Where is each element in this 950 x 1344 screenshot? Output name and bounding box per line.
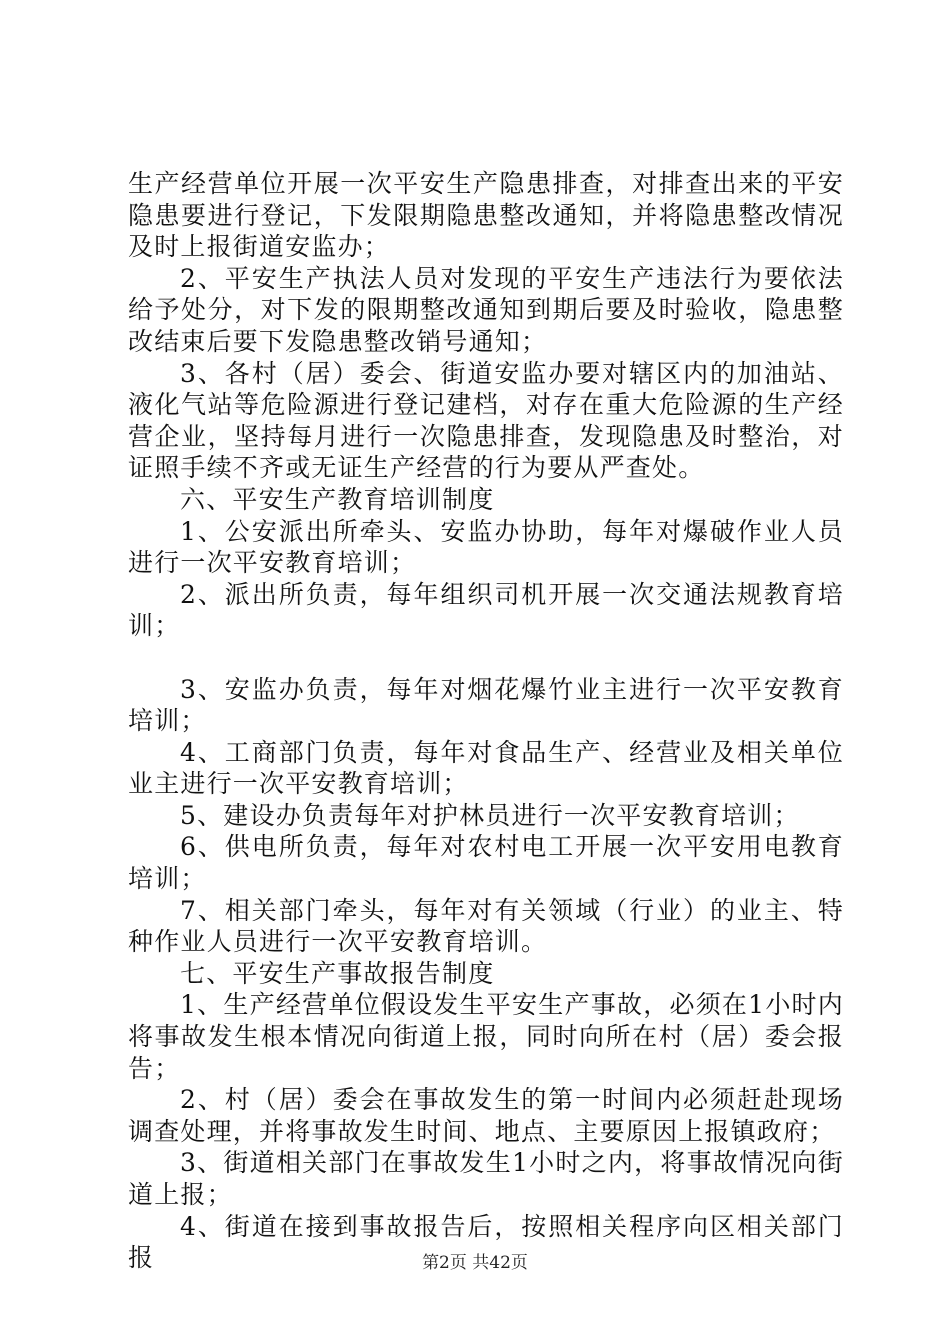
blank-line — [128, 642, 844, 674]
paragraph-training-item-7: 7、相关部门牵头，每年对有关领域（行业）的业主、特种作业人员进行一次平安教育培训。 — [128, 895, 844, 957]
paragraph-report-item-1: 1、生产经营单位假设发生平安生产事故，必须在1小时内将事故发生根本情况向街道上报，同时向所在村（居）委会报告； — [128, 990, 844, 1083]
paragraph-training-item-5: 5、建设办负责每年对护林员进行一次平安教育培训； — [180, 800, 800, 830]
paragraph-training-item-1: 1、公安派出所牵头、安监办协助，每年对爆破作业人员进行一次平安教育培训； — [128, 516, 844, 578]
paragraph-training-item-3: 3、安监办负责，每年对烟花爆竹业主进行一次平安教育培训； — [128, 674, 844, 736]
paragraph-training-item-4: 4、工商部门负责，每年对食品生产、经营业及相关单位业主进行一次平安教育培训； — [128, 737, 844, 799]
paragraph-report-item-3: 3、街道相关部门在事故发生1小时之内，将事故情况向街道上报； — [128, 1148, 844, 1209]
page-number-footer: 第2页 共42页 — [422, 1253, 528, 1273]
paragraph-enforcement-item-2: 2、平安生产执法人员对发现的平安生产违法行为要依法给予处分，对下发的限期整改通知到期后要及时验收，隐患整改结束后要下发隐患整改销号通知； — [128, 263, 844, 356]
document-body — [128, 168, 844, 1274]
paragraph-training-item-6: 6、供电所负责，每年对农村电工开展一次平安用电教育培训； — [128, 832, 844, 894]
paragraph-hazard-source-item-3: 3、各村（居）委会、街道安监办要对辖区内的加油站、液化气站等危险源进行登记建档，对存在重大危险源的生产经营企业，坚持每月进行一次隐患排查，发现隐患及时整治，对证照手续不齐或无证生产经营的行为要从严查处。 — [128, 358, 844, 483]
paragraph-report-item-4: 4、街道在接到事故报告后，按照相关程序向区相关部门报 — [128, 1211, 844, 1273]
paragraph-training-item-2: 2、派出所负责，每年组织司机开展一次交通法规教育培训； — [128, 579, 844, 641]
section-heading-education-training: 六、平安生产教育培训制度 — [180, 484, 495, 514]
paragraph-report-item-2: 2、村（居）委会在事故发生的第一时间内必须赶赴现场调查处理，并将事故发生时间、地点、主要原因上报镇政府； — [128, 1085, 844, 1146]
paragraph-hazard-continuation: 生产经营单位开展一次平安生产隐患排查，对排查出来的平安隐患要进行登记，下发限期隐患整改通知，并将隐患整改情况及时上报街道安监办； — [128, 169, 844, 262]
section-heading-accident-report: 七、平安生产事故报告制度 — [180, 958, 495, 988]
